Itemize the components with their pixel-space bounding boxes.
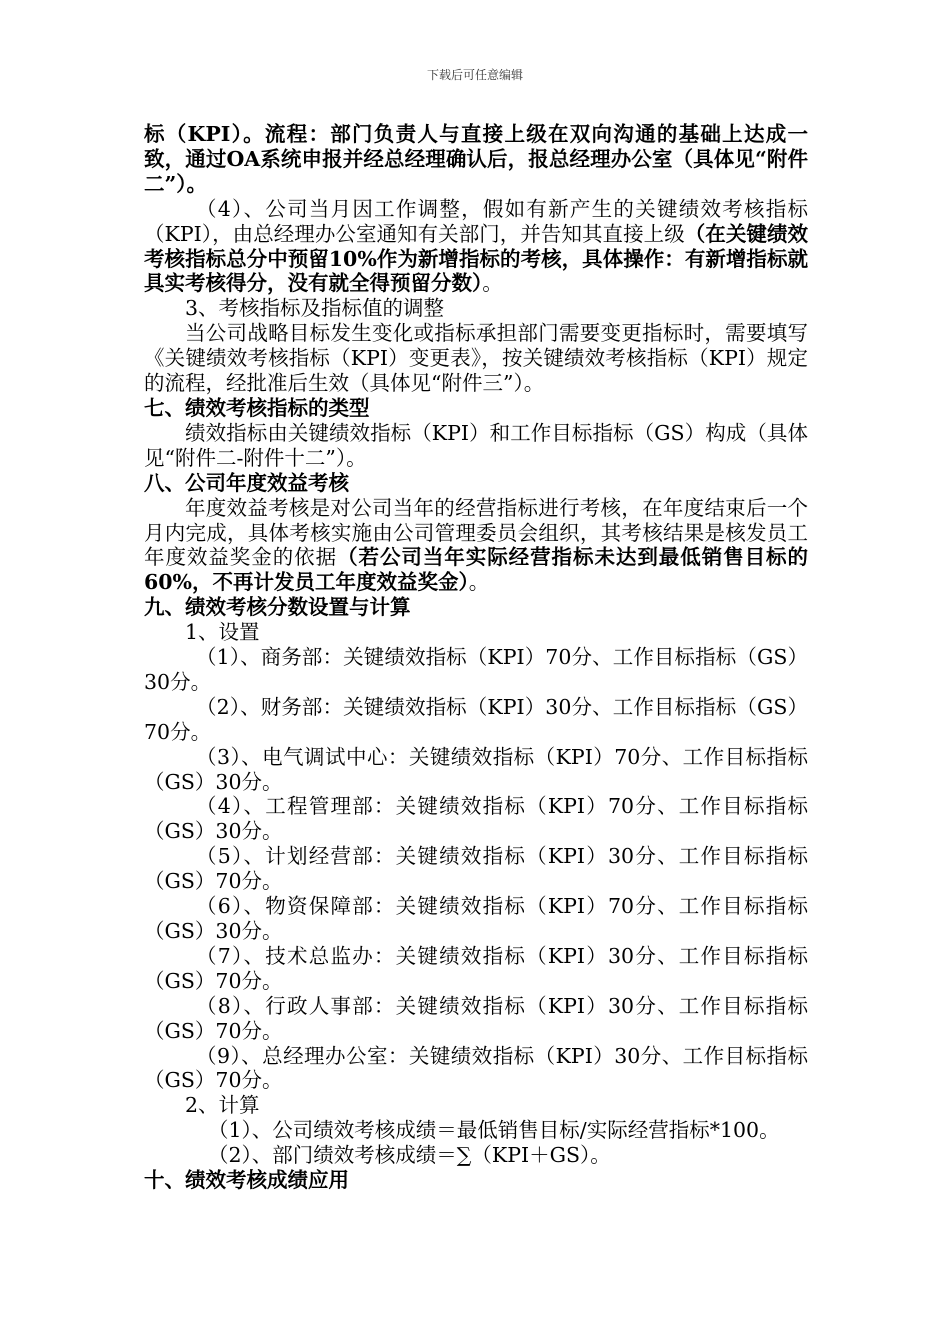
text-run: （2）、部门绩效考核成绩＝∑（KPI＋GS）。 [208,1143,611,1168]
paragraph [144,321,808,396]
text-run: 年度效益考核是对公司当年的经营指标进行考核，在年度结束后一个月内完成，具体考核实施由公司管理委员会组织，其考核结果是核发员工年度效益奖金的依据 [144,495,808,570]
text-run: 。 [482,271,503,296]
section-heading [144,471,808,496]
paragraph [144,1118,808,1143]
page-header: 下载后可任意编辑 [426,68,523,82]
text-run: 1、设置 [185,620,260,645]
paragraph [144,620,808,645]
paragraph [144,421,808,471]
text-run: 十、绩效考核成绩应用 [144,1168,349,1193]
paragraph [144,894,808,944]
text-run: （3）、电气调试中心：关键绩效指标（KPI）70分、工作目标指标（GS）30分。 [144,744,808,794]
text-run: （若公司当年实际经营指标未达到最低销售目标的60%，不再计发员工年度效益奖金） [144,545,809,595]
document-body [144,122,808,1193]
text-run: （在关键绩效考核指标总分中预留10%作为新增指标的考核，具体操作：有新增指标就具实考核得分，没有就全得预留分数） [144,221,808,296]
text-run: 九、绩效考核分数设置与计算 [144,595,411,620]
text-run: 标（KPI）。流程：部门负责人与直接上级在双向沟通的基础上达成一致，通过OA系统申报并经总经理确认后，报总经理办公室（具体见“附件二”）。 [144,122,808,196]
paragraph [144,296,808,321]
paragraph [144,695,808,745]
paragraph [144,794,808,844]
paragraph [144,1093,808,1118]
text-run: （1）、商务部：关键绩效指标（KPI）70分、工作目标指标（GS）30分。 [144,645,808,694]
text-run: （8）、行政人事部：关键绩效指标（KPI）30分、工作目标指标（GS）70分。 [144,993,808,1043]
text-run: （5）、计划经营部：关键绩效指标（KPI）30分、工作目标指标（GS）70分。 [144,844,808,894]
paragraph [144,122,808,197]
text-run: 绩效指标由关键绩效指标（KPI）和工作目标指标（GS）构成（具体见“附件二-附件十二”）。 [144,420,808,470]
text-run: 2、计算 [185,1093,260,1118]
text-run: （4）、工程管理部：关键绩效指标（KPI）70分、工作目标指标（GS）30分。 [144,794,808,844]
text-run: 七、绩效考核指标的类型 [144,395,370,420]
section-heading [144,595,808,620]
paragraph [144,994,808,1044]
text-run: （7）、技术总监办：关键绩效指标（KPI）30分、工作目标指标（GS）70分。 [144,943,808,993]
text-run: （2）、财务部：关键绩效指标（KPI）30分、工作目标指标（GS）70分。 [144,694,808,744]
paragraph [144,1044,808,1094]
text-run: （1）、公司绩效考核成绩＝最低销售目标/实际经营指标*100。 [208,1118,780,1143]
paragraph [144,645,808,695]
section-heading [144,396,808,421]
text-run: 。 [468,570,490,595]
section-heading [144,1168,808,1193]
paragraph [144,944,808,994]
paragraph [144,496,808,596]
text-run: （6）、物资保障部：关键绩效指标（KPI）70分、工作目标指标（GS）30分。 [144,894,808,943]
paragraph [144,197,808,297]
text-run: （9）、总经理办公室：关键绩效指标（KPI）30分、工作目标指标（GS）70分。 [144,1043,808,1093]
paragraph [144,844,808,894]
text-run: 当公司战略目标发生变化或指标承担部门需要变更指标时，需要填写《关键绩效考核指标（KPI）变更表》，按关键绩效考核指标（KPI）规定的流程，经批准后生效（具体见“附件三”）。 [144,321,808,396]
paragraph [144,1143,808,1168]
text-run: （4）、公司当月因工作调整，假如有新产生的关键绩效考核指标（KPI），由总经理办公室通知有关部门，并告知其直接上级 [144,196,808,246]
text-run: 八、公司年度效益考核 [144,470,349,495]
paragraph [144,745,808,795]
text-run: 3、考核指标及指标值的调整 [185,296,445,321]
